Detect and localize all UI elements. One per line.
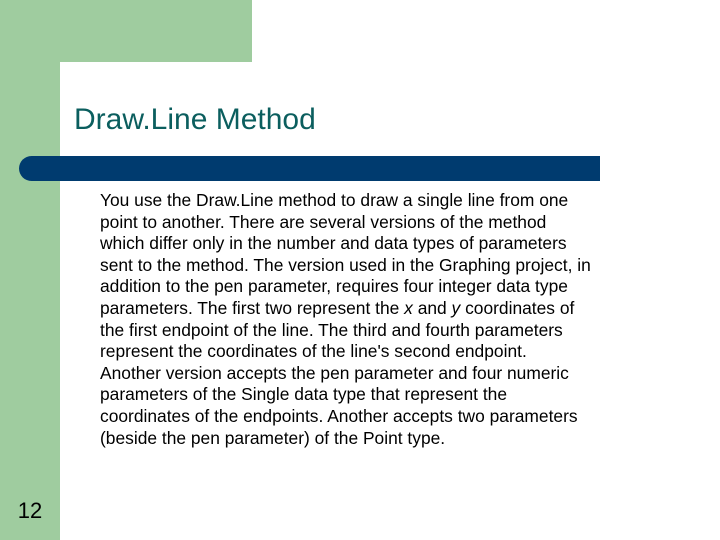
body-text-segment: and — [412, 297, 452, 318]
page-number: 12 — [17, 498, 43, 523]
y-italic: y — [451, 297, 461, 318]
x-italic: x — [404, 297, 413, 318]
body-line: represent the coordinates of the line's second endpoint. — [100, 341, 527, 362]
title-underline-bar — [19, 156, 600, 181]
body-line: point to another. There are several versions of the method — [100, 211, 547, 232]
slide-title: Draw.Line Method — [74, 103, 316, 136]
slide-body — [100, 190, 680, 449]
body-line: Another version accepts the pen parameter and four numeric — [100, 362, 569, 383]
body-line: You use the Draw.Line method to draw a single line from one — [100, 190, 569, 210]
body-line — [100, 298, 680, 320]
body-line: (beside the pen parameter) of the Point type. — [100, 427, 446, 448]
green-sidebar — [0, 0, 60, 540]
body-text-segment: parameters. The first two represent the — [100, 297, 405, 318]
body-text-segment: coordinates of — [460, 297, 575, 318]
body-line: parameters of the Single data type that represent the — [100, 384, 507, 405]
body-line: coordinates of the endpoints. Another accepts two parameters — [100, 405, 578, 426]
green-top-band — [0, 0, 252, 62]
body-line: the first endpoint of the line. The third and fourth parameters — [100, 319, 563, 340]
body-line: addition to the pen parameter, requires four integer data type — [100, 276, 568, 297]
body-line: which differ only in the number and data types of parameters — [100, 233, 567, 254]
body-line: sent to the method. The version used in the Graphing project, in — [100, 254, 591, 275]
